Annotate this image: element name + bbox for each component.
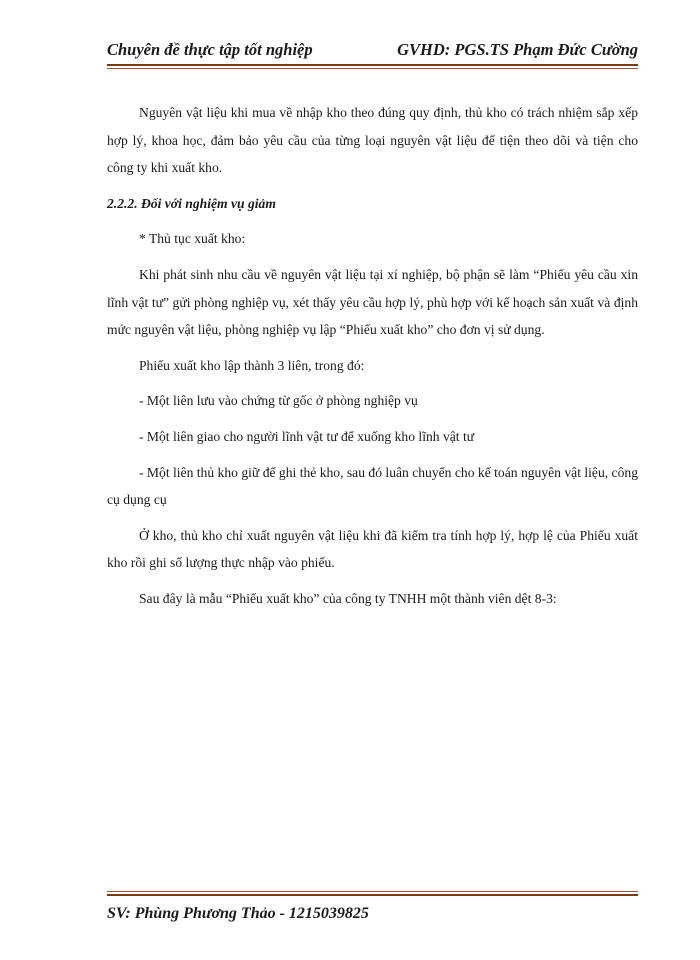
list-item: - Một liên giao cho người lĩnh vật tư để xuống kho lĩnh vật tư: [139, 428, 475, 444]
list-item: - Một liên lưu vào chứng từ gốc ở phòng nghiệp vụ: [139, 393, 418, 409]
paragraph: * Thủ tục xuất kho:: [139, 231, 246, 247]
paragraph: Ở kho, thủ kho chỉ xuất nguyên vật liệu khi đã kiểm tra tính hợp lý, hợp lệ của Phiếu xuất kho rồi ghi số lượng thực nhập vào phiếu.: [107, 527, 638, 571]
document-body: [107, 99, 638, 621]
page-footer: SV: Phùng Phương Thảo - 1215039825: [107, 905, 369, 922]
paragraph: Phiếu xuất kho lập thành 3 liên, trong đó:: [139, 357, 365, 373]
header-title: Chuyên đề thực tập tốt nghiệp: [107, 40, 313, 59]
header-supervisor: GVHD: PGS.TS Phạm Đức Cường: [397, 40, 638, 59]
footer-rule: [107, 894, 638, 896]
page-header: [107, 40, 638, 64]
header-rule-thin: [107, 68, 638, 69]
section-heading: 2.2.2. Đối với nghiệm vụ giảm: [107, 195, 276, 211]
list-item: - Một liên thủ kho giữ để ghi thẻ kho, sau đó luân chuyển cho kế toán nguyên vật liệu, công cụ dụng cụ: [107, 464, 638, 508]
paragraph: Nguyên vật liệu khi mua về nhập kho theo đúng quy định, thủ kho có trách nhiệm sắp xếp hợp lý, khoa học, đảm bảo yêu cầu của từng loại nguyên vật liệu để tiện theo dõi và tiện cho công ty khi xuất kho.: [107, 105, 638, 176]
paragraph: Sau đây là mẫu “Phiếu xuất kho” của công ty TNHH một thành viên dệt 8-3:: [139, 590, 557, 606]
header-rule: [107, 64, 638, 66]
paragraph: Khi phát sinh nhu cầu về nguyên vật liệu tại xí nghiệp, bộ phận sẽ làm “Phiếu yêu cầu xin lĩnh vật tư” gửi phòng nghiệp vụ, xét thấy yêu cầu hợp lý, phù hợp với kế hoạch sản xuất và định mức nguyên vật liệu, phòng nghiệp vụ lập “Phiếu xuất kho” cho đơn vị sử dụng.: [107, 266, 638, 338]
footer-rule-thin: [107, 891, 638, 892]
